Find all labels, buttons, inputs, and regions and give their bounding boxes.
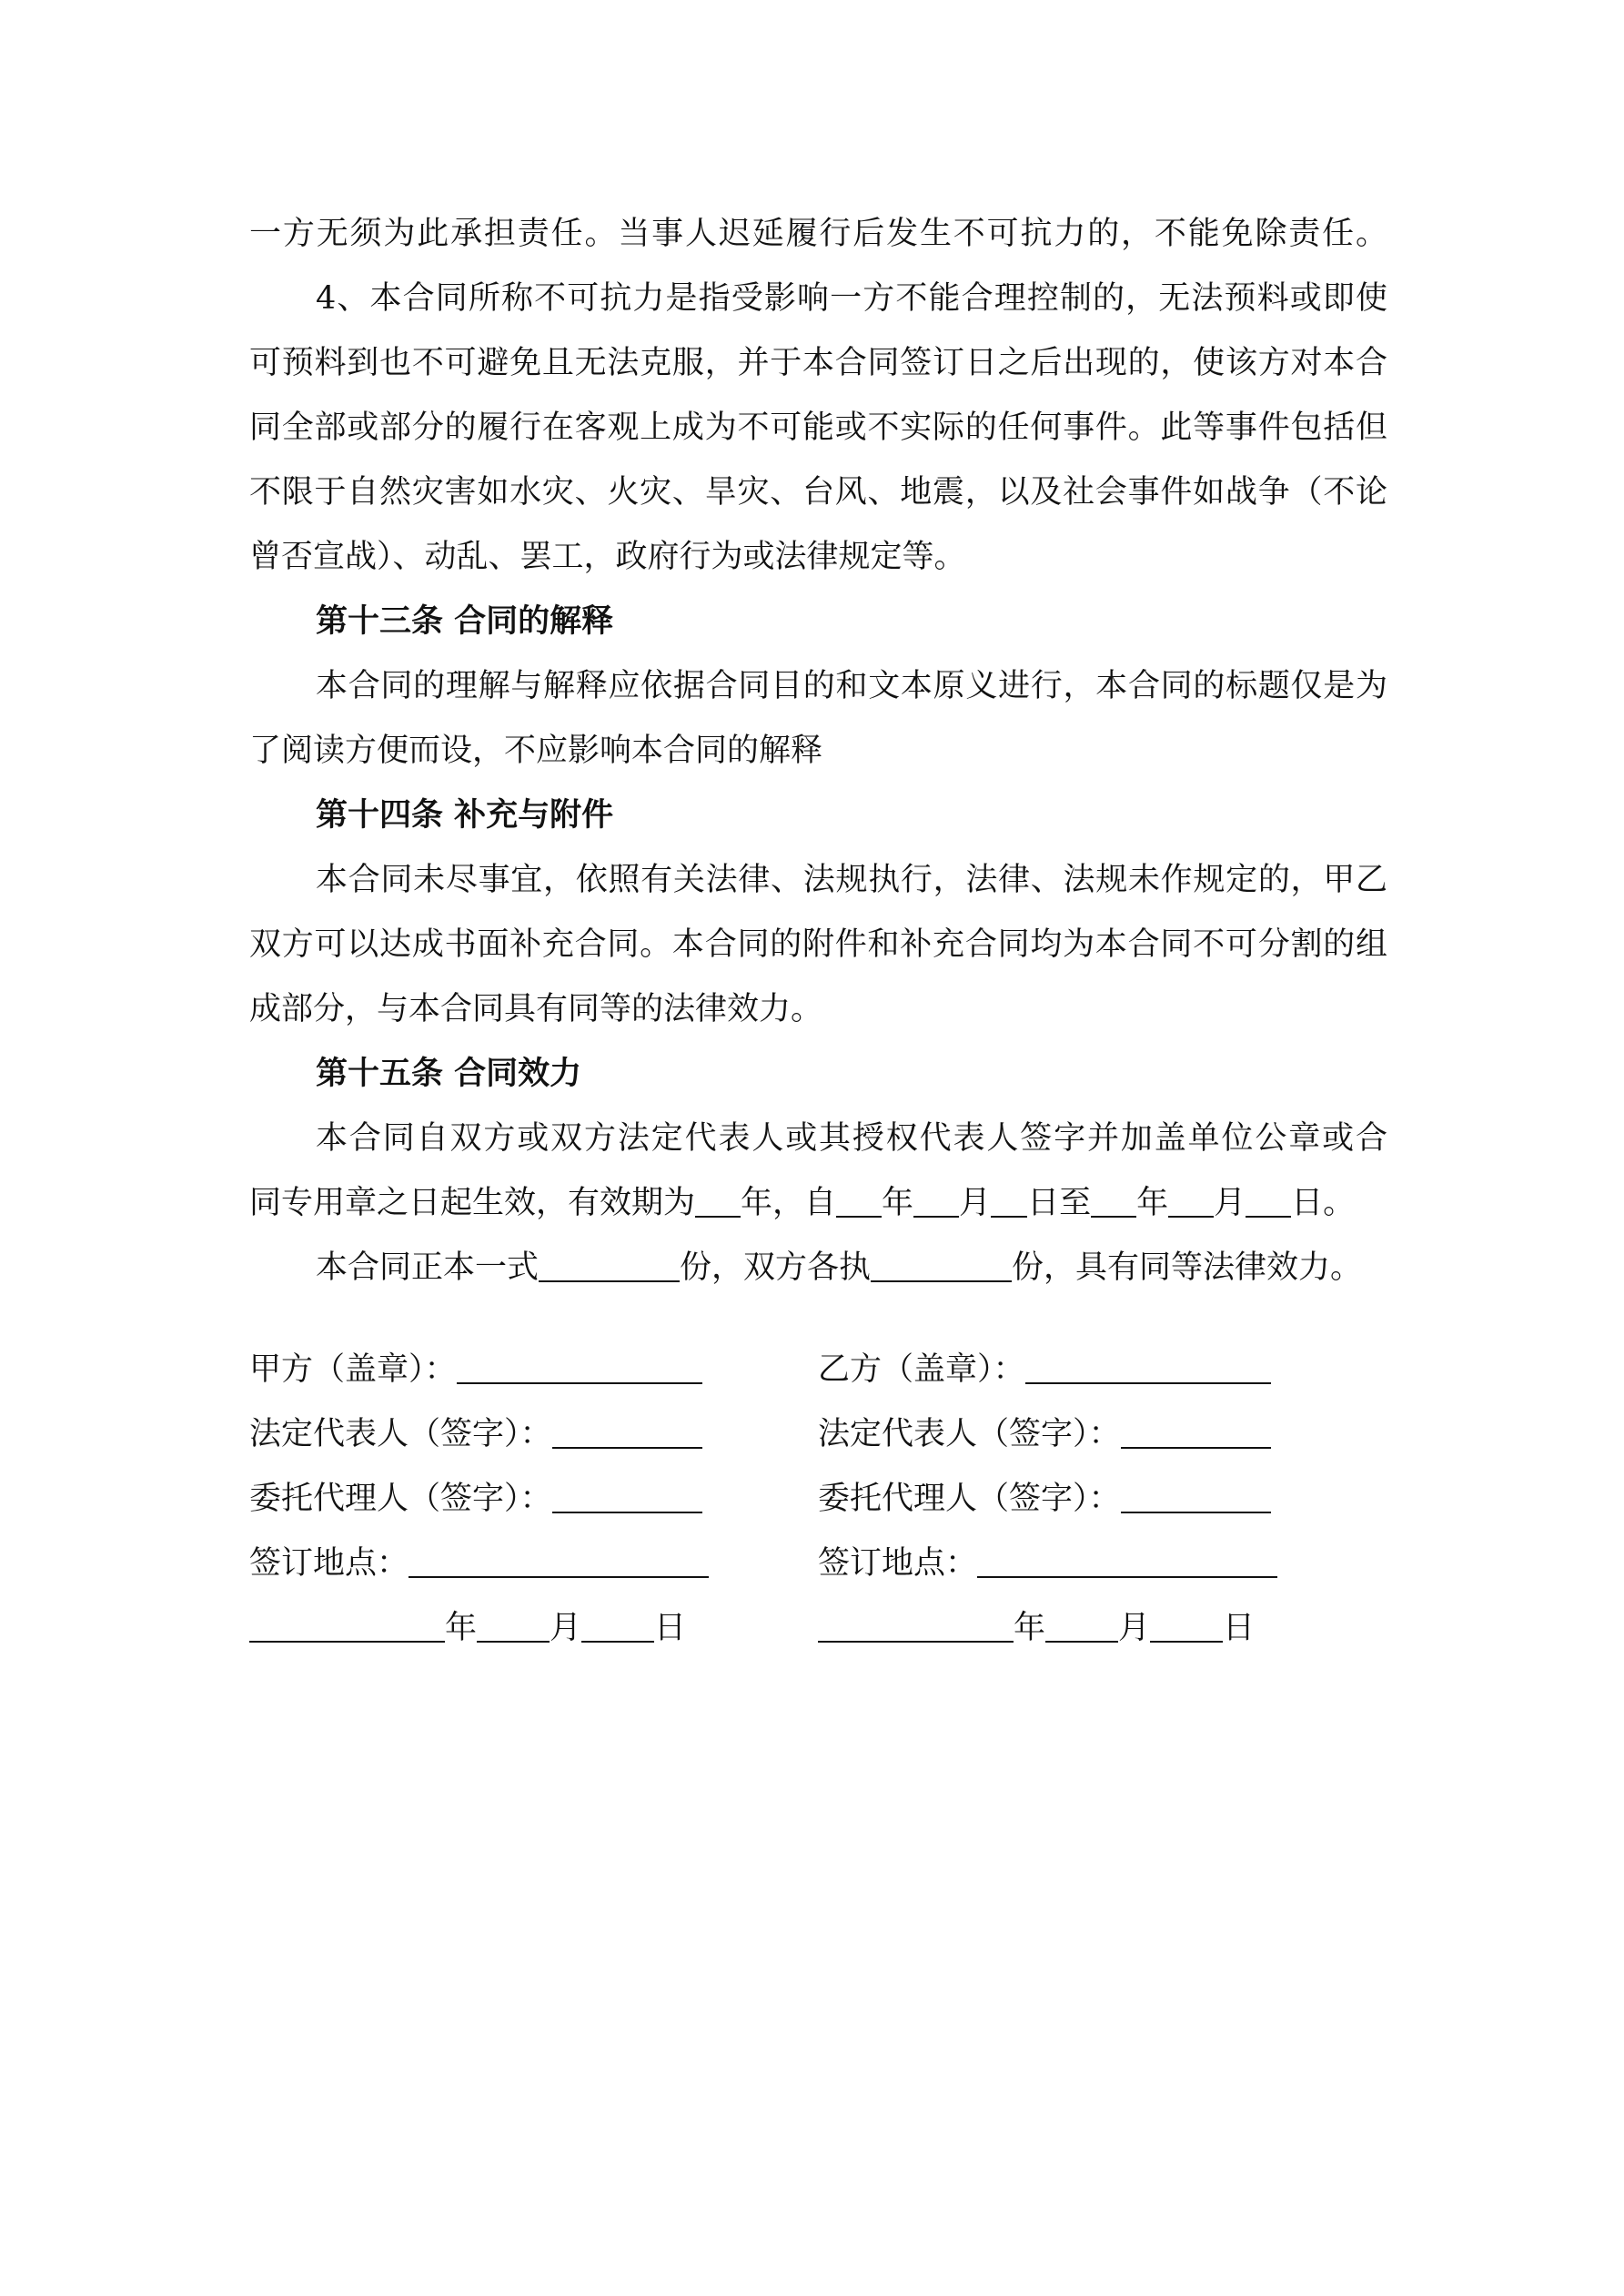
party-b-date [818,1596,1255,1661]
paragraph-line: 本合同未尽事宜，依照有关法律、法规执行，法律、法规未作规定的，甲乙 [316,862,1387,898]
party-b-rep-label: 法定代表人（签字）： [818,1416,1121,1452]
party-a-agent-blank[interactable] [552,1480,702,1513]
party-a-rep [249,1402,702,1467]
party-b-place-blank[interactable] [977,1544,1277,1578]
copies-text: 本合同正本一式 [316,1249,540,1286]
paragraph-line: 本合同自双方或双方法定代表人或其授权代表人签字并加盖单位公章或合 [316,1120,1387,1157]
each-copies-blank[interactable] [871,1249,1012,1282]
seal-row [249,1338,1387,1402]
party-a-month-blank[interactable] [477,1609,550,1643]
copies-text: 份，双方各执 [680,1249,872,1286]
party-b-month-label: 月 [1118,1610,1151,1646]
party-a-year-label: 年 [445,1610,478,1646]
paragraph-line: 曾否宣战）、动乱、罢工，政府行为或法律规定等。 [249,539,966,575]
paragraph-line: 了阅读方便而设，不应影响本合同的解释 [249,733,823,769]
copies-text: 份，具有同等法律效力。 [1012,1249,1363,1286]
paragraph-line: 可预料到也不可避免且无法克服，并于本合同签订日之后出现的，使该方对本合 [249,345,1387,381]
signature-block [249,1338,1387,1661]
paragraph-line: 成部分，与本合同具有同等的法律效力。 [249,991,823,1027]
paragraph-line: 双方可以达成书面补充合同。本合同的附件和补充合同均为本合同不可分割的组 [249,926,1387,963]
validity-text: 月 [959,1185,992,1221]
party-a-day-blank[interactable] [581,1609,654,1643]
agent-row [249,1467,1387,1532]
validity-text: 年 [1136,1185,1169,1221]
contract-body [249,202,1387,1300]
term-years-blank[interactable] [695,1184,741,1218]
party-a-date [249,1596,686,1661]
party-a-seal-label: 甲方（盖章）： [249,1351,457,1388]
party-b-agent-blank[interactable] [1121,1480,1271,1513]
party-b-agent [818,1467,1271,1532]
party-a-seal-blank[interactable] [457,1350,702,1384]
paragraph-line: 一方无须为此承担责任。当事人迟延履行后发生不可抗力的，不能免除责任。 [249,216,1387,252]
validity-text: 年 [882,1185,914,1221]
party-b-year-label: 年 [1014,1610,1046,1646]
article-14-heading: 第十四条 补充与附件 [316,797,614,834]
validity-text: 年，自 [741,1185,837,1221]
party-b-seal [818,1338,1271,1402]
party-a-year-blank[interactable] [249,1609,445,1643]
validity-text: 月 [1214,1185,1246,1221]
party-b-day-label: 日 [1223,1610,1256,1646]
party-b-rep-blank[interactable] [1121,1415,1271,1449]
article-15-heading: 第十五条 合同效力 [316,1056,582,1092]
validity-line [249,1171,1387,1236]
party-a-rep-blank[interactable] [552,1415,702,1449]
party-b-rep [818,1402,1271,1467]
party-a-place-label: 签订地点： [249,1545,409,1582]
party-b-month-blank[interactable] [1045,1609,1118,1643]
party-a-seal [249,1338,702,1402]
paragraph-line: 同全部或部分的履行在客观上成为不可能或不实际的任何事件。此等事件包括但 [249,410,1387,446]
party-b-place [818,1532,1277,1596]
date-row [249,1596,1387,1661]
party-a-rep-label: 法定代表人（签字）： [249,1416,552,1452]
end-year-blank[interactable] [1091,1184,1136,1218]
validity-text: 日。 [1291,1185,1356,1221]
validity-text: 日至 [1027,1185,1092,1221]
party-a-month-label: 月 [550,1610,582,1646]
party-a-place [249,1532,709,1596]
party-b-place-label: 签订地点： [818,1545,978,1582]
article-13-heading: 第十三条 合同的解释 [316,603,614,640]
party-a-agent [249,1467,702,1532]
start-day-blank[interactable] [991,1184,1027,1218]
end-month-blank[interactable] [1168,1184,1214,1218]
paragraph-line: 4、本合同所称不可抗力是指受影响一方不能合理控制的，无法预料或即使 [316,280,1387,317]
paragraph-line: 不限于自然灾害如水灾、火灾、旱灾、台风、地震，以及社会事件如战争（不论 [249,474,1387,511]
party-b-year-blank[interactable] [818,1609,1014,1643]
validity-text: 同专用章之日起生效，有效期为 [249,1185,696,1221]
start-year-blank[interactable] [836,1184,882,1218]
total-copies-blank[interactable] [539,1249,680,1282]
party-b-day-blank[interactable] [1150,1609,1223,1643]
party-a-day-label: 日 [654,1610,687,1646]
start-month-blank[interactable] [913,1184,959,1218]
rep-row [249,1402,1387,1467]
party-a-place-blank[interactable] [409,1544,709,1578]
end-day-blank[interactable] [1246,1184,1291,1218]
party-a-agent-label: 委托代理人（签字）： [249,1481,552,1517]
party-b-agent-label: 委托代理人（签字）： [818,1481,1121,1517]
place-row [249,1532,1387,1596]
party-b-seal-blank[interactable] [1025,1350,1271,1384]
party-b-seal-label: 乙方（盖章）： [818,1351,1025,1388]
copies-line [249,1236,1387,1300]
paragraph-line: 本合同的理解与解释应依据合同目的和文本原义进行，本合同的标题仅是为 [316,668,1387,704]
